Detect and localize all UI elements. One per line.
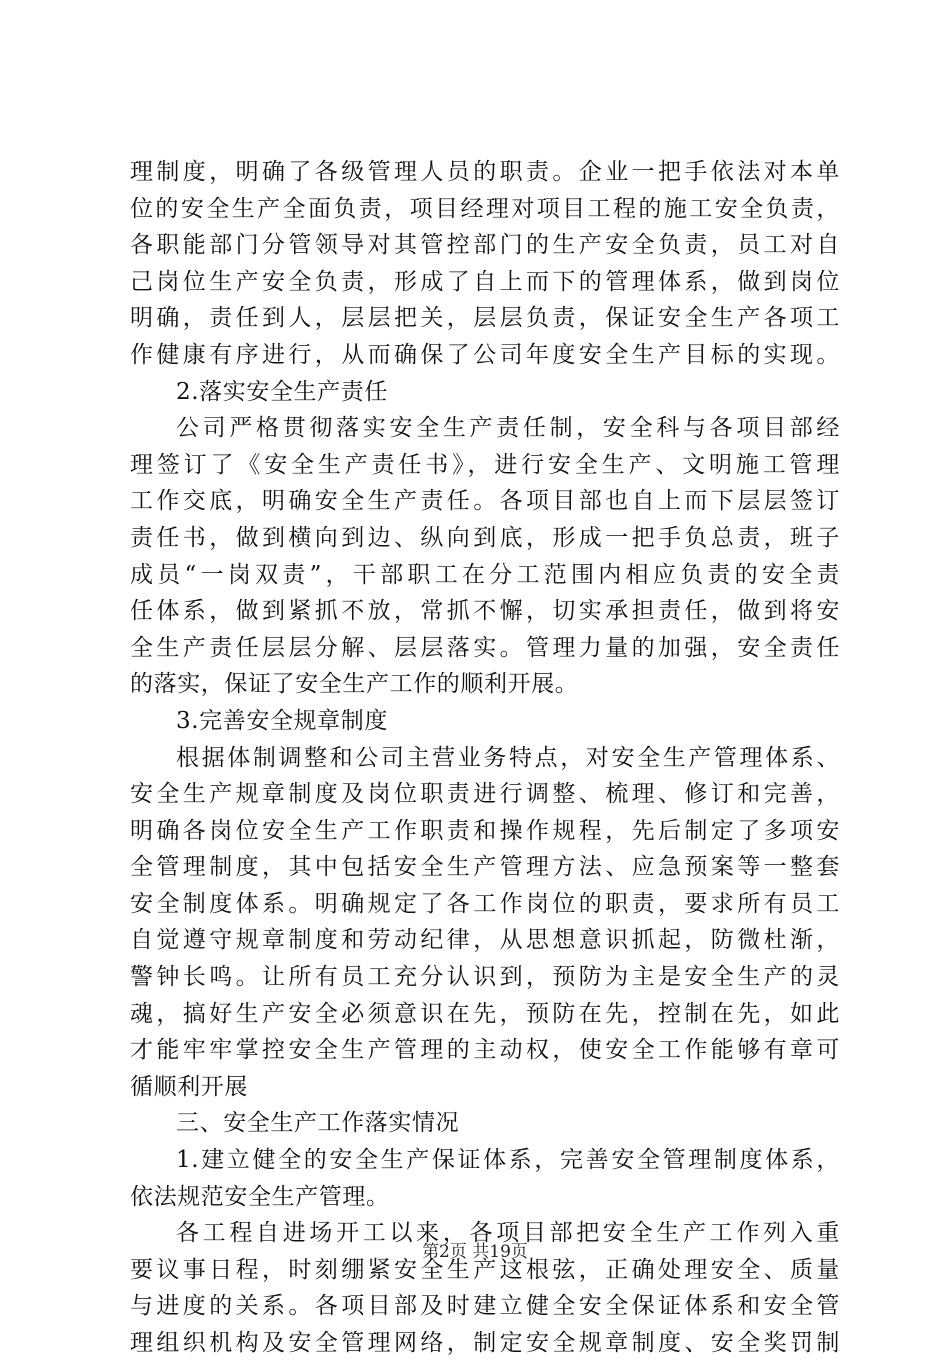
- text-line: 与进度的关系。各项目部及时建立健全安全保证体系和安全管: [130, 1293, 840, 1320]
- text-line: 理签订了《安全生产责任书》，进行安全生产、文明施工管理: [130, 451, 840, 478]
- text-line: 明确各岗位安全生产工作职责和操作规程，先后制定了多项安: [130, 817, 840, 844]
- text-line: 安全制度体系。明确规定了各工作岗位的职责，要求所有员工: [130, 890, 840, 917]
- text-line: 各工程自进场开工以来，各项目部把安全生产工作列入重: [176, 1220, 840, 1247]
- text-line: 才能牢牢掌控安全生产管理的主动权，使安全工作能够有章可: [130, 1037, 840, 1064]
- text-line: 任体系，做到紧抓不放，常抓不懈，切实承担责任，做到将安: [130, 598, 840, 625]
- text-line: 安全生产规章制度及岗位职责进行调整、梳理、修订和完善，: [130, 781, 840, 808]
- text-line: 公司严格贯彻落实安全生产责任制，安全科与各项目部经: [176, 415, 840, 442]
- text-line: 责任书，做到横向到边、纵向到底，形成一把手负总责，班子: [130, 524, 840, 551]
- text-line: 各职能部门分管领导对其管控部门的生产安全负责，员工对自: [130, 232, 840, 259]
- text-line: 3.完善安全规章制度: [176, 707, 388, 734]
- text-line: 成员“一岗双责”，干部职工在分工范围内相应负责的安全责: [130, 561, 840, 588]
- text-line: 理组织机构及安全管理网络，制定安全规章制度、安全奖罚制: [130, 1330, 840, 1356]
- text-line: 的落实，保证了安全生产工作的顺利开展。: [130, 671, 579, 698]
- text-line: 三、安全生产工作落实情况: [176, 1110, 460, 1137]
- text-line: 循顺利开展: [130, 1073, 248, 1100]
- text-line: 理制度，明确了各级管理人员的职责。企业一把手依法对本单: [130, 159, 840, 185]
- text-line: 己岗位生产安全负责，形成了自上而下的管理体系，做到岗位: [130, 268, 840, 295]
- text-line: 作健康有序进行，从而确保了公司年度安全生产目标的实现。: [130, 341, 840, 368]
- text-line: 2.落实安全生产责任: [176, 378, 388, 405]
- page-footer: 第2页 共19页: [422, 1242, 528, 1262]
- text-line: 全管理制度，其中包括安全生产管理方法、应急预案等一整套: [130, 854, 840, 881]
- text-line: 魂，搞好生产安全必须意识在先，预防在先，控制在先，如此: [130, 1000, 840, 1027]
- text-line: 警钟长鸣。让所有员工充分认识到，预防为主是安全生产的灵: [130, 964, 840, 991]
- text-line: 明确，责任到人，层层把关，层层负责，保证安全生产各项工: [130, 305, 840, 332]
- text-line: 要议事日程，时刻绷紧安全生产这根弦，正确处理安全、质量: [130, 1256, 840, 1283]
- text-line: 全生产责任层层分解、层层落实。管理力量的加强，安全责任: [130, 634, 840, 661]
- text-line: 1.建立健全的安全生产保证体系，完善安全管理制度体系，: [176, 1147, 840, 1174]
- text-line: 工作交底，明确安全生产责任。各项目部也自上而下层层签订: [130, 488, 840, 515]
- text-line: 依法规范安全生产管理。: [130, 1183, 390, 1210]
- text-line: 位的安全生产全面负责，项目经理对项目工程的施工安全负责，: [130, 195, 840, 222]
- body-text: [130, 154, 840, 1362]
- text-line: 自觉遵守规章制度和劳动纪律，从思想意识抓起，防微杜渐，: [130, 927, 840, 954]
- text-line: 根据体制调整和公司主营业务特点，对安全生产管理体系、: [176, 744, 840, 771]
